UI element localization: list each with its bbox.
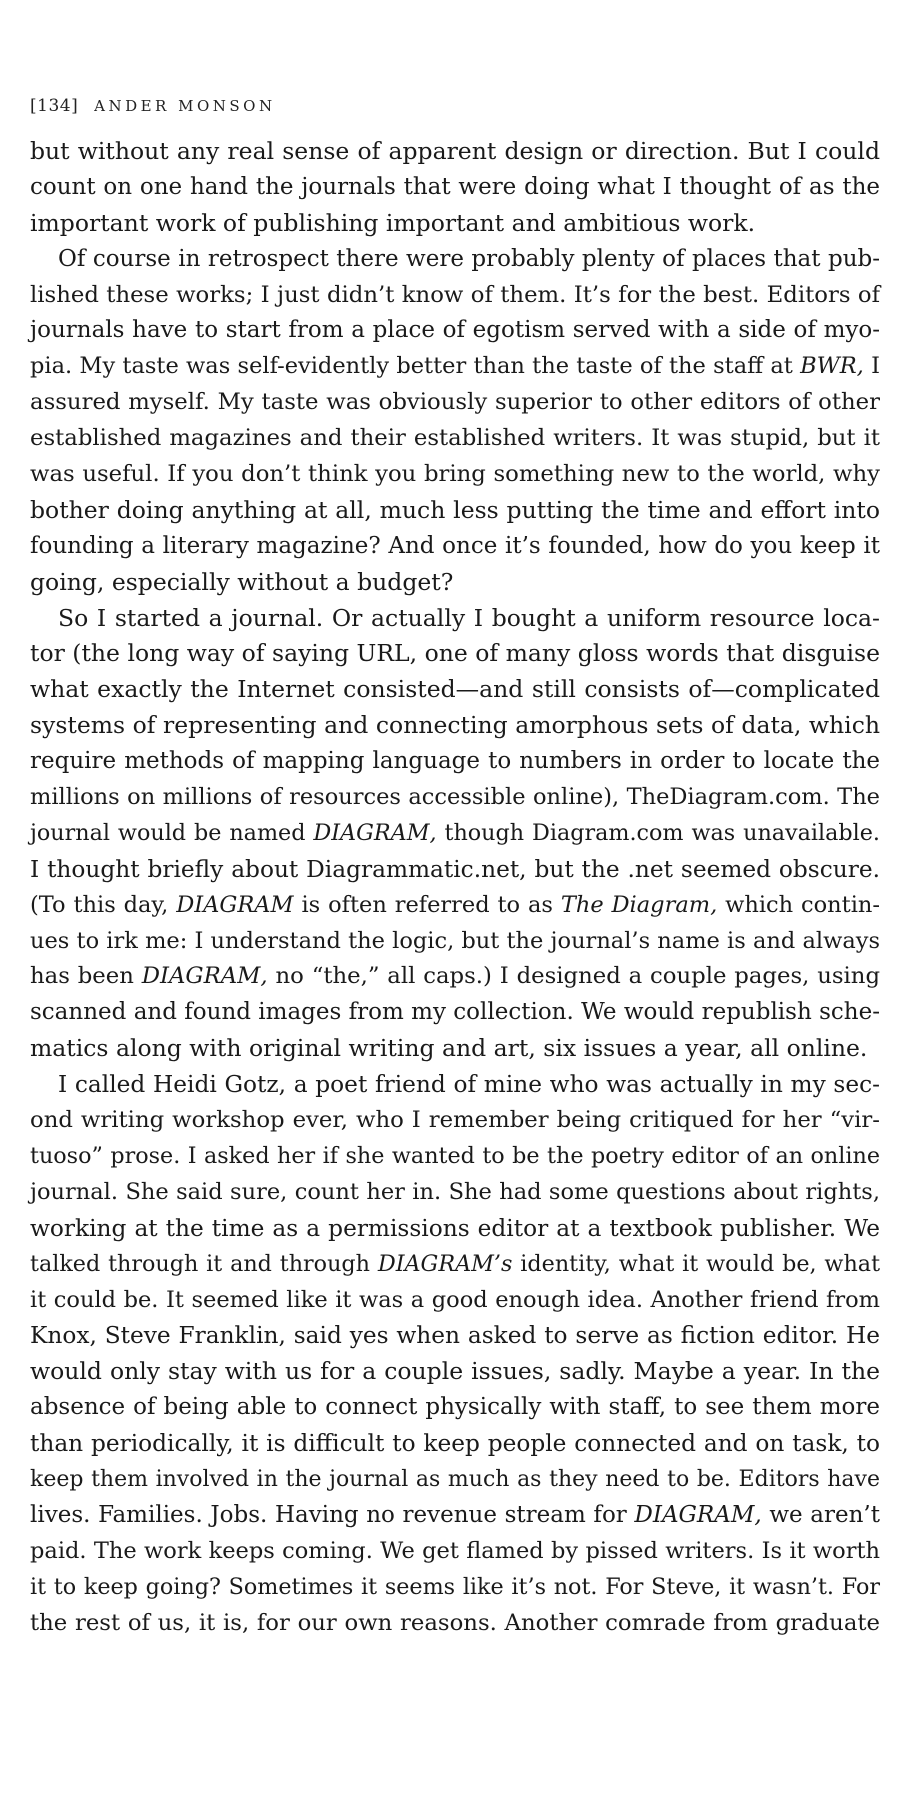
text-run: was useful. If you don’t think you bring something new to the world, why — [30, 461, 880, 488]
text-run: but without any real sense of apparent design or direction. But I could — [30, 137, 880, 165]
text-line — [30, 1498, 880, 1534]
text-run: lished these works; I just didn’t know of them. It’s for the best. Editors of — [30, 281, 880, 308]
text-line — [30, 852, 880, 888]
italic-title: DIAGRAM, — [313, 819, 437, 846]
text-run: (To this day, — [30, 891, 177, 918]
text-run: I — [863, 353, 880, 380]
text-line — [30, 959, 880, 995]
text-run: it to keep going? Sometimes it seems like it’s not. For Steve, it wasn’t. For — [30, 1573, 880, 1600]
text-line — [30, 601, 880, 637]
text-run: is often referred to as — [293, 891, 561, 918]
text-run: what exactly the Internet consisted—and still consists of—complicated — [30, 675, 880, 704]
text-run: tuoso” prose. I asked her if she wanted to be the poetry editor of an online — [30, 1142, 880, 1169]
text-line — [30, 1606, 880, 1642]
text-run: I called Heidi Gotz, a poet friend of mine who was actually in my sec- — [58, 1071, 880, 1099]
text-line — [30, 278, 880, 314]
text-run: Knox, Steve Franklin, said yes when asked to serve as fiction editor. He — [30, 1322, 880, 1350]
italic-title: DIAGRAM — [176, 891, 294, 918]
text-run: absence of being able to connect physically with staff, to see them more — [30, 1394, 880, 1421]
text-run: ues to irk me: I understand the logic, but the journal’s name is and always — [30, 927, 880, 954]
text-line — [30, 421, 880, 457]
text-run: no “the,” all caps.) I designed a couple pages, using — [267, 963, 881, 990]
text-run: ond writing workshop ever, who I remember being critiqued for her “vir- — [30, 1107, 880, 1134]
text-run: So I started a journal. Or actually I bought a uniform resource loca- — [58, 603, 880, 632]
text-line — [30, 170, 880, 206]
text-line — [30, 1390, 880, 1426]
text-run: journals have to start from a place of egotism served with a side of myo- — [30, 317, 880, 344]
text-run: millions on millions of resources accessible online), TheDiagram.com. The — [30, 784, 880, 811]
text-line — [30, 995, 880, 1031]
text-line — [30, 636, 880, 672]
text-run: identity, what it would be, what — [512, 1250, 881, 1277]
page-number: [134] — [30, 96, 79, 116]
text-run: has been — [30, 963, 142, 990]
text-line — [30, 672, 880, 708]
text-run: systems of representing and connecting amorphous sets of data, which — [30, 711, 880, 740]
italic-title: DIAGRAM, — [141, 963, 268, 990]
italic-title: The Diagram, — [560, 891, 718, 918]
text-line — [30, 349, 880, 385]
text-run: assured myself. My taste was obviously superior to other editors of other — [30, 389, 880, 416]
text-run: I thought briefly about Diagrammatic.net, but the .net seemed obscure. — [30, 855, 880, 883]
text-line — [30, 816, 880, 852]
text-line — [30, 1067, 880, 1103]
text-line — [30, 708, 880, 744]
running-head-author: ANDER MONSON — [94, 97, 276, 115]
text-line — [30, 924, 880, 960]
text-line — [30, 385, 880, 421]
text-line — [30, 134, 880, 170]
text-line — [30, 1354, 880, 1390]
text-line — [30, 313, 880, 349]
text-run: going, especially without a budget? — [30, 567, 454, 596]
text-line — [30, 1031, 880, 1067]
running-head — [30, 96, 276, 116]
text-run: paid. The work keeps coming. We get flamed by pissed writers. Is it worth — [30, 1537, 880, 1564]
text-line — [30, 1103, 880, 1139]
italic-title: BWR, — [800, 353, 864, 380]
text-line — [30, 1462, 880, 1498]
text-run: which contin- — [717, 891, 880, 918]
text-run: keep them involved in the journal as much as they need to be. Editors have — [30, 1466, 880, 1492]
text-run: though Diagram.com was unavailable. — [436, 819, 880, 846]
text-run: working at the time as a permissions editor at a textbook publisher. We — [30, 1214, 880, 1242]
text-run: tor (the long way of saying URL, one of many gloss words that disguise — [30, 639, 880, 668]
text-run: require methods of mapping language to numbers in order to locate the — [30, 748, 880, 775]
text-line — [30, 1175, 880, 1211]
text-run: than periodically, it is difficult to keep people connected and on task, to — [30, 1430, 880, 1458]
text-line — [30, 1283, 880, 1319]
text-line — [30, 1211, 880, 1247]
text-run: would only stay with us for a couple issues, sadly. Maybe a year. In the — [30, 1357, 880, 1386]
text-line — [30, 780, 880, 816]
text-run: journal. She said sure, count her in. She had some questions about rights, — [30, 1178, 880, 1205]
text-line — [30, 1534, 880, 1570]
text-run: important work of publishing important and ambitious work. — [30, 208, 756, 237]
text-run: bother doing anything at all, much less putting the time and effort into — [30, 495, 880, 524]
text-run: journal would be named — [30, 819, 314, 846]
text-line — [30, 242, 880, 278]
text-run: scanned and found images from my collection. We would republish sche- — [30, 999, 880, 1026]
text-run: it could be. It seemed like it was a good enough idea. Another friend from — [30, 1286, 880, 1313]
text-run: the rest of us, it is, for our own reasons. Another comrade from graduate — [30, 1609, 880, 1636]
text-run: lives. Families. Jobs. Having no revenue stream for — [30, 1501, 635, 1528]
text-run: Of course in retrospect there were probably plenty of places that pub- — [58, 245, 880, 272]
text-line — [30, 1318, 880, 1354]
text-line — [30, 457, 880, 493]
text-run: we aren’t — [761, 1501, 880, 1528]
text-line — [30, 1570, 880, 1606]
text-line — [30, 206, 880, 242]
body-text — [30, 134, 880, 1641]
text-line — [30, 493, 880, 529]
text-line — [30, 565, 880, 601]
text-run: talked through it and through — [30, 1250, 378, 1277]
text-line — [30, 1426, 880, 1462]
italic-title: DIAGRAM, — [634, 1501, 762, 1528]
text-run: pia. My taste was self-evidently better than the taste of the staff at — [30, 353, 801, 380]
italic-title: DIAGRAM’s — [377, 1250, 513, 1277]
text-line — [30, 744, 880, 780]
text-run: founding a literary magazine? And once it’s founded, how do you keep it — [30, 532, 880, 559]
text-line — [30, 888, 880, 924]
text-line — [30, 529, 880, 565]
text-run: established magazines and their established writers. It was stupid, but it — [30, 425, 880, 452]
text-run: count on one hand the journals that were doing what I thought of as the — [30, 173, 880, 200]
text-line — [30, 1247, 880, 1283]
text-line — [30, 1139, 880, 1175]
text-run: matics along with original writing and art, six issues a year, all online. — [30, 1034, 868, 1063]
